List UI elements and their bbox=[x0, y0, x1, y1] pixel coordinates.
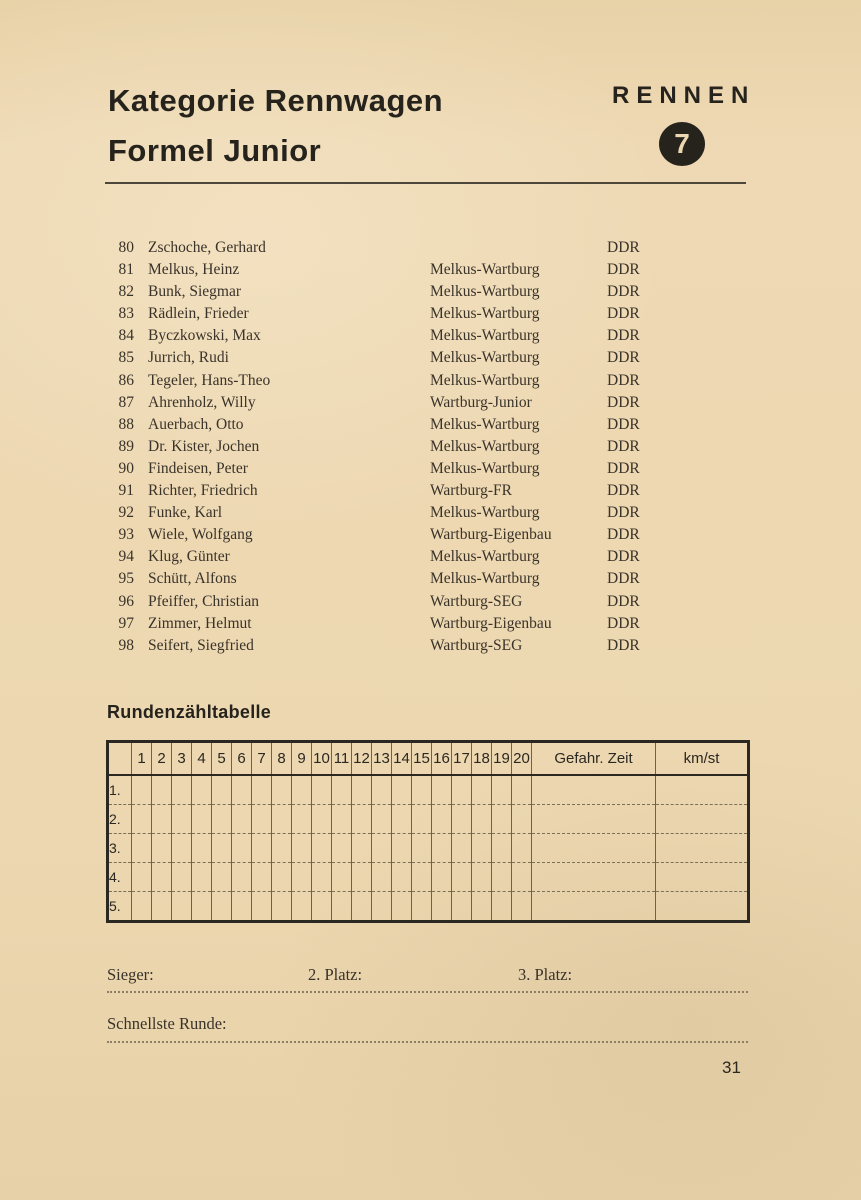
lap-header-number: 9 bbox=[292, 742, 312, 776]
entry-start-number: 97 bbox=[118, 614, 134, 632]
lap-cell bbox=[412, 805, 432, 834]
lap-cell bbox=[272, 863, 292, 892]
lap-cell bbox=[192, 863, 212, 892]
lap-cell bbox=[452, 775, 472, 805]
entry-row bbox=[107, 546, 667, 568]
lap-cell bbox=[312, 775, 332, 805]
lap-header-number: 4 bbox=[192, 742, 212, 776]
lap-cell bbox=[292, 775, 312, 805]
entry-country: DDR bbox=[607, 548, 640, 566]
entry-country: DDR bbox=[607, 371, 640, 389]
lap-cell bbox=[132, 863, 152, 892]
lap-header-number: 12 bbox=[352, 742, 372, 776]
entry-car: Melkus-Wartburg bbox=[430, 504, 540, 522]
lap-cell bbox=[392, 834, 412, 863]
entry-start-number: 87 bbox=[118, 393, 134, 411]
entry-driver-name: Seifert, Siegfried bbox=[148, 636, 254, 654]
third-place-label: 3. Platz: bbox=[518, 965, 573, 984]
lap-cell bbox=[332, 805, 352, 834]
lap-cell bbox=[352, 863, 372, 892]
lap-cell bbox=[172, 863, 192, 892]
lap-table-head bbox=[108, 742, 749, 776]
entry-driver-name: Tegeler, Hans-Theo bbox=[148, 371, 271, 389]
entry-row bbox=[107, 325, 667, 347]
lap-header-speed: km/st bbox=[656, 742, 749, 776]
lap-cell bbox=[412, 775, 432, 805]
lap-cell bbox=[152, 834, 172, 863]
entry-car: Wartburg-SEG bbox=[430, 592, 523, 610]
lap-header-number: 19 bbox=[492, 742, 512, 776]
lap-cell bbox=[472, 834, 492, 863]
lap-time-cell bbox=[532, 775, 656, 805]
entry-row bbox=[107, 436, 667, 458]
results-dotted-line bbox=[107, 991, 748, 993]
entry-country: DDR bbox=[607, 305, 640, 323]
entry-row bbox=[107, 370, 667, 392]
lap-cell bbox=[412, 863, 432, 892]
entry-row bbox=[107, 414, 667, 436]
entry-car: Wartburg-Eigenbau bbox=[430, 614, 552, 632]
entry-country: DDR bbox=[607, 283, 640, 301]
lap-cell bbox=[332, 834, 352, 863]
entry-country: DDR bbox=[607, 239, 640, 256]
entry-country: DDR bbox=[607, 614, 640, 632]
entry-driver-name: Zschoche, Gerhard bbox=[148, 239, 266, 256]
lap-cell bbox=[492, 863, 512, 892]
lap-cell bbox=[192, 805, 212, 834]
entry-start-number: 80 bbox=[118, 239, 134, 256]
lap-cell bbox=[412, 892, 432, 922]
entry-start-number: 88 bbox=[118, 415, 134, 433]
entry-row bbox=[107, 524, 667, 546]
lap-table-header-row bbox=[108, 742, 749, 776]
entry-start-number: 89 bbox=[118, 437, 134, 455]
lap-cell bbox=[192, 775, 212, 805]
second-place-label: 2. Platz: bbox=[308, 965, 363, 984]
entry-row bbox=[107, 392, 667, 414]
entry-start-number: 85 bbox=[118, 349, 134, 367]
entry-driver-name: Wiele, Wolfgang bbox=[148, 526, 253, 544]
lap-speed-cell bbox=[656, 863, 749, 892]
race-label: RENNEN bbox=[612, 82, 756, 109]
lap-cell bbox=[152, 892, 172, 922]
lap-cell bbox=[292, 892, 312, 922]
entry-row bbox=[107, 303, 667, 325]
lap-cell bbox=[312, 863, 332, 892]
lap-cell bbox=[492, 805, 512, 834]
lap-cell bbox=[252, 805, 272, 834]
lap-cell bbox=[352, 834, 372, 863]
lap-cell bbox=[132, 775, 152, 805]
lap-cell bbox=[152, 775, 172, 805]
entry-row bbox=[107, 259, 667, 281]
lap-cell bbox=[372, 892, 392, 922]
entry-start-number: 86 bbox=[118, 371, 134, 389]
entry-country: DDR bbox=[607, 459, 640, 477]
lap-header-number: 2 bbox=[152, 742, 172, 776]
category-title-line1: Kategorie Rennwagen bbox=[108, 83, 444, 118]
entry-driver-name: Melkus, Heinz bbox=[148, 261, 240, 279]
lap-cell bbox=[292, 805, 312, 834]
lap-cell bbox=[312, 805, 332, 834]
lap-cell bbox=[392, 863, 412, 892]
lap-cell bbox=[212, 775, 232, 805]
lap-header-number: 16 bbox=[432, 742, 452, 776]
entry-driver-name: Richter, Friedrich bbox=[148, 482, 258, 500]
lap-cell bbox=[292, 863, 312, 892]
race-block bbox=[612, 82, 756, 166]
entry-start-number: 92 bbox=[118, 504, 134, 522]
lap-cell bbox=[212, 805, 232, 834]
entry-start-number: 83 bbox=[118, 305, 134, 323]
lap-speed-cell bbox=[656, 834, 749, 863]
lap-time-cell bbox=[532, 834, 656, 863]
lap-time-cell bbox=[532, 892, 656, 922]
lap-header-number: 10 bbox=[312, 742, 332, 776]
entry-country: DDR bbox=[607, 592, 640, 610]
entry-country: DDR bbox=[607, 570, 640, 588]
entry-car: Wartburg-FR bbox=[430, 482, 512, 500]
fastest-lap-dotted-line bbox=[107, 1041, 748, 1043]
entry-car: Wartburg-Junior bbox=[430, 393, 532, 411]
lap-cell bbox=[272, 892, 292, 922]
lap-table-wrap bbox=[106, 740, 750, 923]
lap-cell bbox=[332, 775, 352, 805]
lap-cell bbox=[252, 775, 272, 805]
lap-cell bbox=[432, 805, 452, 834]
entry-row bbox=[107, 347, 667, 369]
lap-row-label: 5. bbox=[108, 892, 132, 922]
entry-car: Melkus-Wartburg bbox=[430, 548, 540, 566]
lap-cell bbox=[212, 834, 232, 863]
entry-driver-name: Jurrich, Rudi bbox=[148, 349, 229, 367]
entry-start-number: 84 bbox=[118, 327, 134, 345]
entry-row bbox=[107, 480, 667, 502]
lap-table-row bbox=[108, 834, 749, 863]
lap-cell bbox=[252, 863, 272, 892]
lap-cell bbox=[372, 775, 392, 805]
lap-cell bbox=[172, 892, 192, 922]
lap-cell bbox=[452, 892, 472, 922]
lap-cell bbox=[512, 775, 532, 805]
entry-row bbox=[107, 458, 667, 480]
entry-country: DDR bbox=[607, 636, 640, 654]
lap-time-cell bbox=[532, 863, 656, 892]
entry-driver-name: Ahrenholz, Willy bbox=[148, 393, 256, 411]
page-header bbox=[108, 76, 443, 176]
page-number: 31 bbox=[722, 1058, 741, 1077]
lap-cell bbox=[512, 863, 532, 892]
lap-cell bbox=[272, 805, 292, 834]
lap-row-label: 2. bbox=[108, 805, 132, 834]
entry-driver-name: Rädlein, Frieder bbox=[148, 305, 249, 323]
entry-driver-name: Findeisen, Peter bbox=[148, 459, 248, 477]
entry-country: DDR bbox=[607, 415, 640, 433]
lap-cell bbox=[492, 834, 512, 863]
lap-table-row bbox=[108, 892, 749, 922]
lap-cell bbox=[132, 805, 152, 834]
lap-cell bbox=[392, 892, 412, 922]
entry-start-number: 91 bbox=[118, 482, 134, 500]
entry-car: Melkus-Wartburg bbox=[430, 305, 540, 323]
lap-header-time: Gefahr. Zeit bbox=[532, 742, 656, 776]
lap-cell bbox=[432, 834, 452, 863]
entry-car: Wartburg-SEG bbox=[430, 636, 523, 654]
lap-cell bbox=[472, 892, 492, 922]
entry-row bbox=[107, 635, 667, 657]
entry-driver-name: Pfeiffer, Christian bbox=[148, 592, 260, 610]
entry-driver-name: Auerbach, Otto bbox=[148, 415, 244, 433]
lap-cell bbox=[272, 775, 292, 805]
entry-car: Melkus-Wartburg bbox=[430, 349, 540, 367]
lap-header-number: 1 bbox=[132, 742, 152, 776]
lap-cell bbox=[252, 892, 272, 922]
lap-cell bbox=[332, 892, 352, 922]
entry-row bbox=[107, 591, 667, 613]
entry-car: Melkus-Wartburg bbox=[430, 415, 540, 433]
lap-header-number: 14 bbox=[392, 742, 412, 776]
lap-cell bbox=[172, 775, 192, 805]
lap-cell bbox=[172, 834, 192, 863]
entry-car: Melkus-Wartburg bbox=[430, 327, 540, 345]
entry-country: DDR bbox=[607, 526, 640, 544]
lap-cell bbox=[392, 775, 412, 805]
entry-driver-name: Dr. Kister, Jochen bbox=[148, 437, 260, 455]
lap-cell bbox=[512, 805, 532, 834]
category-title-line2: Formel Junior bbox=[108, 133, 322, 168]
entry-row bbox=[107, 568, 667, 590]
entry-row bbox=[107, 237, 667, 259]
lap-cell bbox=[332, 863, 352, 892]
lap-cell bbox=[452, 863, 472, 892]
lap-header-number: 8 bbox=[272, 742, 292, 776]
entry-car: Wartburg-Eigenbau bbox=[430, 526, 552, 544]
lap-cell bbox=[212, 863, 232, 892]
lap-speed-cell bbox=[656, 892, 749, 922]
winner-label: Sieger: bbox=[107, 965, 154, 984]
lap-cell bbox=[232, 892, 252, 922]
entry-car: Melkus-Wartburg bbox=[430, 261, 540, 279]
lap-cell bbox=[232, 863, 252, 892]
entry-row bbox=[107, 502, 667, 524]
lap-count-table bbox=[106, 740, 750, 923]
lap-header-number: 7 bbox=[252, 742, 272, 776]
entry-start-number: 93 bbox=[118, 526, 134, 544]
lap-table-row bbox=[108, 863, 749, 892]
entry-driver-name: Funke, Karl bbox=[148, 504, 223, 522]
lap-cell bbox=[272, 834, 292, 863]
lap-cell bbox=[232, 805, 252, 834]
entry-start-number: 95 bbox=[118, 570, 134, 588]
lap-cell bbox=[292, 834, 312, 863]
lap-speed-cell bbox=[656, 775, 749, 805]
lap-cell bbox=[392, 805, 412, 834]
lap-cell bbox=[192, 892, 212, 922]
entry-start-number: 96 bbox=[118, 592, 134, 610]
lap-cell bbox=[412, 834, 432, 863]
lap-header-number: 5 bbox=[212, 742, 232, 776]
lap-cell bbox=[472, 775, 492, 805]
lap-cell bbox=[232, 775, 252, 805]
lap-speed-cell bbox=[656, 805, 749, 834]
entry-country: DDR bbox=[607, 482, 640, 500]
lap-cell bbox=[172, 805, 192, 834]
entry-car: Melkus-Wartburg bbox=[430, 459, 540, 477]
entry-driver-name: Byczkowski, Max bbox=[148, 327, 261, 345]
lap-cell bbox=[372, 805, 392, 834]
lap-cell bbox=[192, 834, 212, 863]
lap-cell bbox=[352, 775, 372, 805]
lap-cell bbox=[512, 834, 532, 863]
entry-start-number: 90 bbox=[118, 459, 134, 477]
lap-cell bbox=[312, 834, 332, 863]
entry-country: DDR bbox=[607, 261, 640, 279]
entry-row bbox=[107, 613, 667, 635]
lap-header-number: 18 bbox=[472, 742, 492, 776]
lap-row-label: 1. bbox=[109, 782, 121, 798]
lap-header-blank bbox=[108, 742, 132, 776]
entry-driver-name: Zimmer, Helmut bbox=[148, 614, 252, 632]
lap-row-label: 3. bbox=[108, 834, 132, 863]
lap-cell bbox=[372, 834, 392, 863]
lap-cell bbox=[212, 892, 232, 922]
lap-table-row bbox=[108, 805, 749, 834]
fastest-lap-label: Schnellste Runde: bbox=[107, 1014, 227, 1033]
entry-car: Melkus-Wartburg bbox=[430, 570, 540, 588]
results-line bbox=[107, 965, 747, 991]
entry-country: DDR bbox=[607, 327, 640, 345]
lap-cell bbox=[472, 863, 492, 892]
lap-cell bbox=[432, 892, 452, 922]
lap-header-number: 11 bbox=[332, 742, 352, 776]
entry-car bbox=[430, 237, 607, 259]
entry-start-number: 82 bbox=[118, 283, 134, 301]
lap-cell bbox=[372, 863, 392, 892]
entry-car: Melkus-Wartburg bbox=[430, 437, 540, 455]
lap-header-number: 13 bbox=[372, 742, 392, 776]
lap-cell bbox=[452, 805, 472, 834]
entry-country: DDR bbox=[607, 393, 640, 411]
entry-driver-name: Schütt, Alfons bbox=[148, 570, 237, 588]
entry-driver-name: Bunk, Siegmar bbox=[148, 283, 241, 301]
entry-start-number: 81 bbox=[118, 261, 134, 279]
lap-cell bbox=[132, 892, 152, 922]
lap-cell bbox=[152, 805, 172, 834]
lap-table-body bbox=[108, 775, 749, 922]
race-number-badge: 7 bbox=[659, 122, 705, 166]
lap-table-row bbox=[108, 775, 749, 805]
lap-header-number: 15 bbox=[412, 742, 432, 776]
entry-start-number: 94 bbox=[118, 548, 134, 566]
lap-cell bbox=[132, 834, 152, 863]
entry-country: DDR bbox=[607, 349, 640, 367]
lap-cell bbox=[492, 892, 512, 922]
lap-cell bbox=[512, 892, 532, 922]
lap-time-cell bbox=[532, 805, 656, 834]
lap-cell bbox=[232, 834, 252, 863]
lap-table-title: Rundenzähltabelle bbox=[107, 702, 272, 722]
entry-car: Melkus-Wartburg bbox=[430, 283, 540, 301]
lap-cell bbox=[252, 834, 272, 863]
lap-cell bbox=[352, 892, 372, 922]
lap-cell bbox=[152, 863, 172, 892]
lap-header-number: 3 bbox=[172, 742, 192, 776]
entry-list bbox=[107, 237, 667, 657]
header-divider-rule bbox=[105, 182, 746, 184]
lap-header-number: 6 bbox=[232, 742, 252, 776]
lap-cell bbox=[452, 834, 472, 863]
entry-country: DDR bbox=[607, 504, 640, 522]
lap-cell bbox=[432, 775, 452, 805]
lap-cell bbox=[472, 805, 492, 834]
lap-cell bbox=[492, 775, 512, 805]
entry-country: DDR bbox=[607, 437, 640, 455]
entry-row bbox=[107, 281, 667, 303]
lap-cell bbox=[432, 863, 452, 892]
lap-header-number: 17 bbox=[452, 742, 472, 776]
lap-cell bbox=[312, 892, 332, 922]
entry-car: Melkus-Wartburg bbox=[430, 371, 540, 389]
lap-cell bbox=[352, 805, 372, 834]
entry-driver-name: Klug, Günter bbox=[148, 548, 230, 566]
lap-header-number: 20 bbox=[512, 742, 532, 776]
entry-start-number: 98 bbox=[118, 636, 134, 654]
lap-row-label: 4. bbox=[108, 863, 132, 892]
